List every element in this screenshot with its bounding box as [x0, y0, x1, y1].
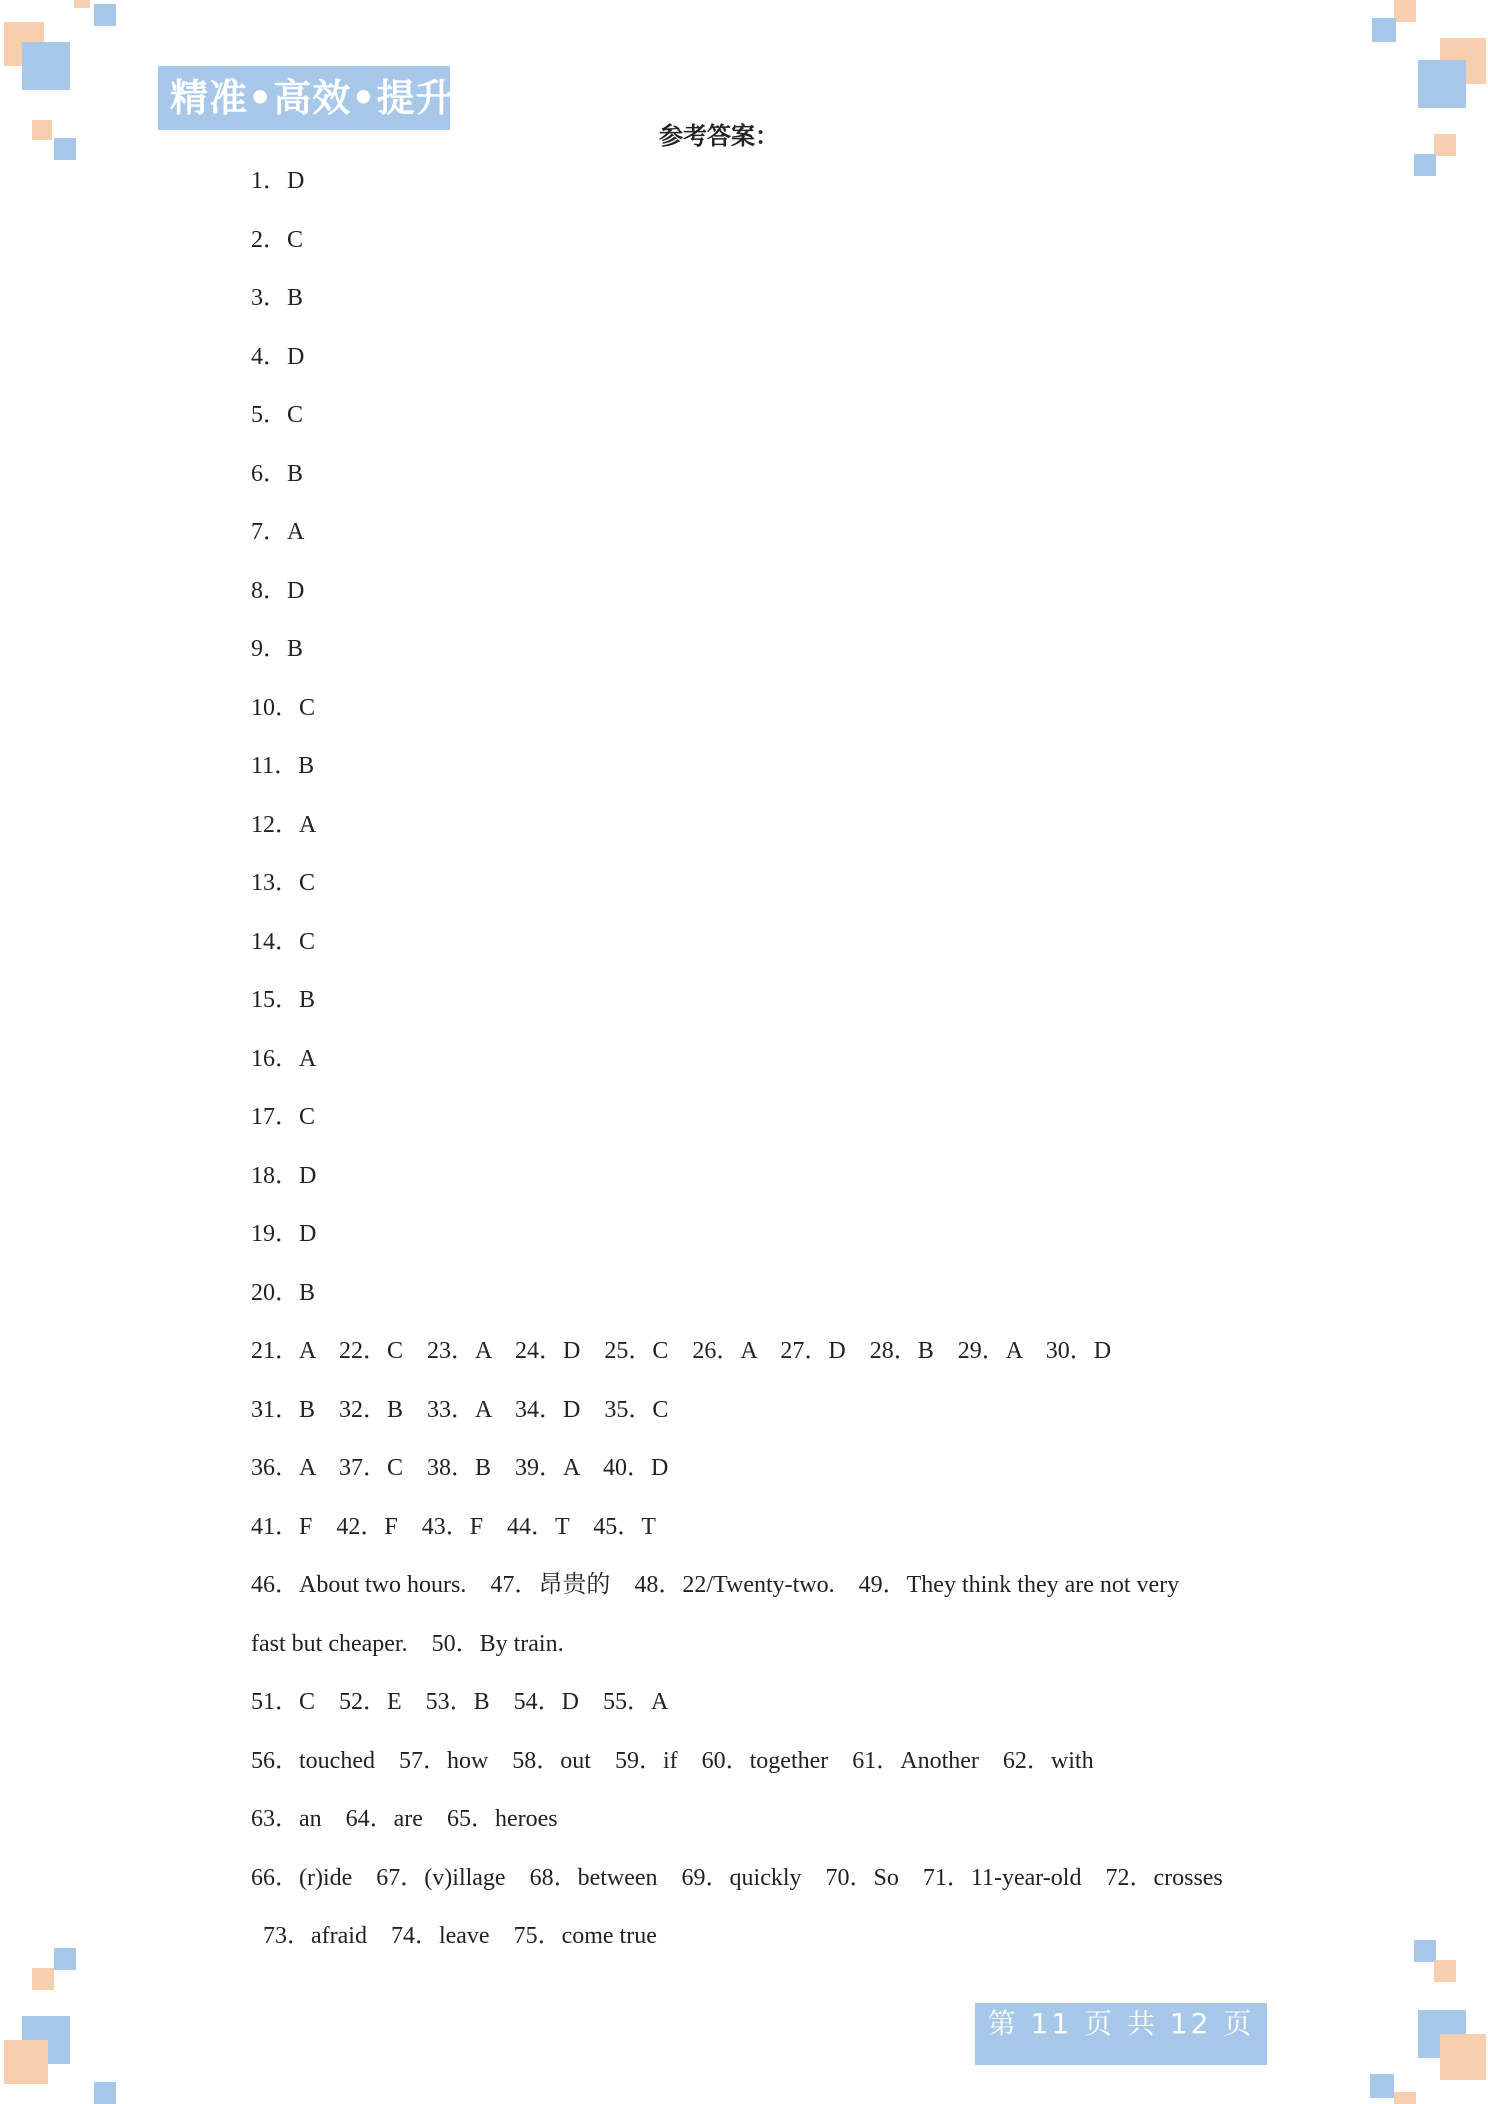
answer-line: 2．C	[251, 226, 304, 253]
answer-line: 73．afraid 74．leave 75．come true	[251, 1923, 657, 1949]
answer-line: 16．A	[251, 1045, 317, 1072]
answer-line: 3．B	[251, 285, 304, 311]
answer-line: 66．(r)ide 67．(v)illage 68．between 69．quickly 70．So 71．11-year-old 72．crosses	[251, 1864, 1223, 1891]
answer-line: 20．B	[251, 1279, 316, 1306]
answer-line: 46．About two hours. 47．昂贵的 48．22/Twenty-two. 49．They think they are not very	[251, 1572, 1180, 1598]
answer-line: 7．A	[251, 519, 305, 545]
answer-line: 9．B	[251, 636, 304, 662]
answer-line: 1．D	[251, 168, 305, 194]
answer-line: 14．C	[251, 928, 316, 955]
answer-line: 8．D	[251, 577, 305, 604]
page-number-footer: 第 11 页 共 12 页	[975, 2003, 1267, 2065]
answer-line: 36．A 37．C 38．B 39．A 40．D	[251, 1455, 669, 1481]
answer-line: 51．C 52．E 53．B 54．D 55．A	[251, 1689, 669, 1715]
answer-line: 56．touched 57．how 58．out 59．if 60．together 61．Another 62．with	[251, 1747, 1094, 1774]
answer-line: fast but cheaper. 50．By train.	[251, 1630, 564, 1657]
answer-line: 5．C	[251, 402, 304, 428]
answer-line: 19．D	[251, 1221, 317, 1247]
answer-line: 41．F 42．F 43．F 44．T 45．T	[251, 1513, 656, 1540]
answer-line: 18．D	[251, 1162, 317, 1189]
answer-line: 63．an 64．are 65．heroes	[251, 1806, 558, 1832]
answer-line: 13．C	[251, 870, 316, 896]
answer-line: 10．C	[251, 694, 316, 721]
answer-line: 4．D	[251, 343, 305, 370]
answer-line: 31．B 32．B 33．A 34．D 35．C	[251, 1396, 669, 1423]
answer-line: 21．A 22．C 23．A 24．D 25．C 26．A 27．D 28．B 29．A 30．D	[251, 1338, 1112, 1364]
page-title	[0, 116, 1488, 151]
answer-line: 15．B	[251, 987, 316, 1013]
page-title-text: 参考答案：	[659, 122, 779, 150]
answer-line: 6．B	[251, 460, 304, 487]
answer-line: 17．C	[251, 1104, 316, 1130]
answer-list	[251, 160, 1271, 1974]
answer-line: 12．A	[251, 811, 317, 838]
answer-line: 11．B	[251, 753, 315, 779]
brand-banner: 精准•高效•提升	[158, 66, 450, 130]
